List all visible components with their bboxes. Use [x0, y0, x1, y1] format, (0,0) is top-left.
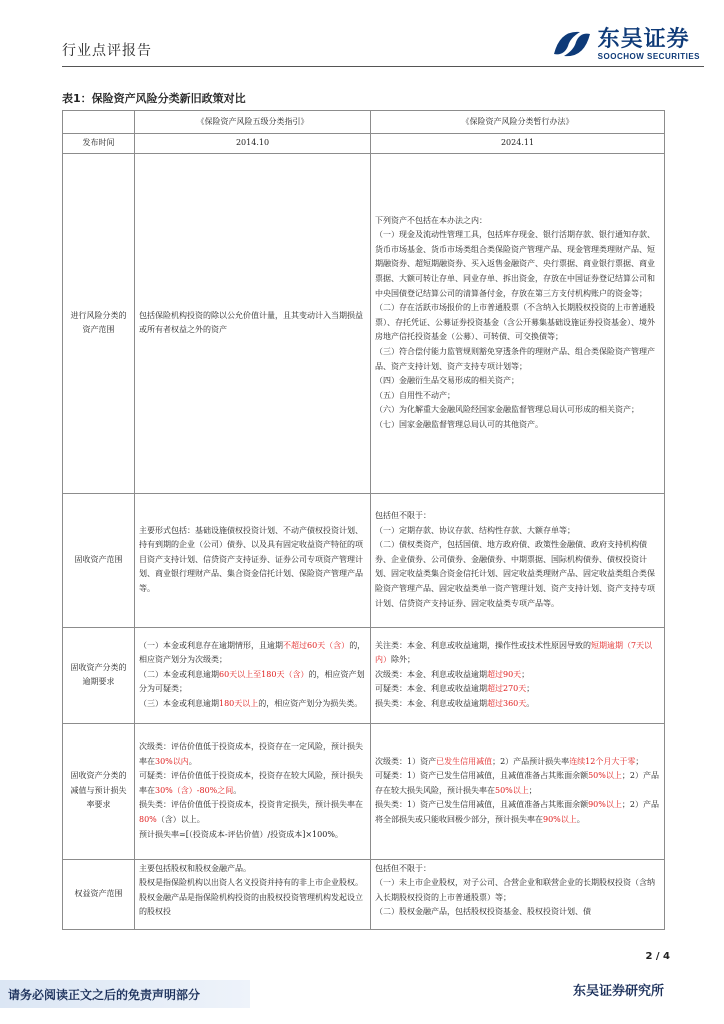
new-overdue-intro: 关注类：本金、利息或收益逾期，操作性或技术性原因导致的短期逾期（7天以内）除外； [375, 640, 653, 665]
table-row-scope [63, 153, 665, 493]
old-equity-line: 股权是指保险机构以出资人名义投资并持有的非上市企业股权。股权金融产品是指保险机构投资的由股权投资管理机构发起设立的股权投 [139, 878, 363, 917]
table-row-impairment [63, 723, 665, 859]
disclaimer-band [0, 980, 250, 1008]
brand-logo [550, 24, 700, 64]
new-scope-line: （三）符合偿付能力监管规则豁免穿透条件的理财产品、组合类保险资产管理产品、资产支持计划、资产支持专项计划等； [375, 346, 655, 371]
disclaimer-text: 请务必阅读正文之后的免责声明部分 [8, 988, 201, 1002]
header-old-policy: 《保险资产风险五级分类指引》 [135, 111, 371, 134]
new-scope-line: 下列资产不包括在本办法之内： [375, 215, 487, 225]
row-label-equity: 权益资产范围 [63, 859, 135, 929]
row-label-scope: 进行风险分类的资产范围 [63, 153, 135, 493]
table-header-row [63, 111, 665, 134]
new-fixed-line: （一）定期存款、协议存款、结构性存款、大额存单等； [375, 525, 575, 535]
header-divider [62, 66, 704, 67]
old-equity-line: 主要包括股权和股权金融产品。 [139, 863, 251, 873]
new-equity [371, 859, 665, 929]
old-overdue-line: （三）本金或利息逾期180天以上的，相应资产划分为损失类。 [139, 698, 363, 708]
table-row-fixed-scope [63, 493, 665, 627]
new-scope-line: （一）现金及流动性管理工具，包括库存现金、银行活期存款、银行通知存款、货币市场基金、货币市场类组合类保险资产管理产品、现金管理类理财产品、短期融资券、超短期融资券、买入返售金融资产、央行票据、商业银行票据、商业票据、大额可转让存单、同业存单、拆出资金，存放在中国证券登记结算公司和中央国债登记结算公司的清算备付金，存放在第三方支付机构账户的资金等； [375, 230, 655, 298]
new-impairment [371, 723, 665, 859]
old-impair-line: 可疑类：评估价值低于投资成本，投资存在较大风险，预计损失率在30%（含）-80%之间。 [139, 771, 363, 795]
new-scope-line: （七）国家金融监督管理总局认可的其他资产。 [375, 419, 543, 429]
new-fixed-line: （二）债权类资产，包括国债、地方政府债、政策性金融债、政府支持机构债券、企业债券、公司债券、金融债券、中期票据、国际机构债券、债权投资计划、固定收益类集合资金信托计划、固定收益类理财产品、固定收益类组合类保险资产管理产品、固定收益类单一资产管理计划、资产支持计划、资产支持专项计划、信贷资产支持证券、固定收益类专项产品等。 [375, 540, 655, 608]
new-impair-line: 可疑类：1）资产已发生信用减值，且减值准备占其账面余额50%以上；2）产品存在较大损失风险，预计损失率在50%以上； [375, 771, 659, 795]
brand-name-en: SOOCHOW SECURITIES [597, 51, 700, 61]
new-equity-line: （一）未上市企业股权，对子公司、合营企业和联营企业的长期股权投资（含纳入长期股权投资的上市普通股票）等； [375, 878, 655, 902]
new-scope-line: （五）自用性不动产； [375, 390, 455, 400]
new-overdue [371, 627, 665, 723]
old-overdue-line: （一）本金或利息存在逾期情形，且逾期不超过60天（含）的，相应资产划分为次级类； [139, 640, 366, 665]
new-overdue-line: 次级类：本金、利息或收益逾期超过90天； [375, 669, 530, 679]
new-overdue-line: 可疑类：本金、利息或收益逾期超过270天； [375, 684, 535, 694]
old-impairment [135, 723, 371, 859]
report-category: 行业点评报告 [62, 43, 152, 59]
new-impair-line: 次级类：1）资产已发生信用减值；2）产品预计损失率连续12个月大于零； [375, 756, 644, 766]
new-date: 2024.11 [371, 134, 665, 154]
header-new-policy: 《保险资产风险分类暂行办法》 [371, 111, 665, 134]
soochow-logo-icon [550, 24, 594, 64]
policy-comparison-table [62, 110, 665, 930]
old-impair-line: 损失类：评估价值低于投资成本，投资肯定损失，预计损失率在80%（含）以上。 [139, 800, 363, 824]
old-fixed-scope: 主要形式包括：基础设施债权投资计划、不动产债权投资计划、持有到期的企业（公司）债券、以及具有固定收益资产特征的项目资产支持计划、信贷资产支持证券、证券公司专项资产管理计划、商业银行理财产品、集合资金信托计划、保险资产管理产品等。 [135, 493, 371, 627]
header-empty [63, 111, 135, 134]
new-scope-line: （六）为化解重大金融风险经国家金融监督管理总局认可形成的相关资产； [375, 405, 639, 415]
new-impair-line: 损失类：1）资产已发生信用减值，且减值准备占其账面余额90%以上；2）产品将全部损失或只能收回极少部分，预计损失率在90%以上。 [375, 800, 659, 824]
new-scope-line: （二）存在活跃市场报价的上市普通股票（不含纳入长期股权投资的上市普通股票）、存托凭证、公募证券投资基金（含公开募集基础设施证券投资基金）、境外房地产信托投资基金（公募）、可转债、可交换债等； [375, 303, 655, 342]
new-equity-line: 包括但不限于： [375, 863, 431, 873]
table-row-date [63, 134, 665, 154]
old-impair-line: 次级类：评估价值低于投资成本，投资存在一定风险，预计损失率在30%以内。 [139, 742, 363, 766]
new-fixed-scope [371, 493, 665, 627]
new-equity-line: （二）股权金融产品，包括股权投资基金、股权投资计划、债 [375, 907, 591, 917]
old-date: 2014.10 [135, 134, 371, 154]
new-fixed-line: 包括但不限于： [375, 511, 431, 521]
table-row-equity [63, 859, 665, 929]
footer-org: 东吴证券研究所 [572, 984, 664, 999]
old-equity [135, 859, 371, 929]
old-overdue-line: （二）本金或利息逾期60天以上至180天（含）的，相应资产划分为可疑类； [139, 669, 365, 694]
old-scope: 包括保险机构投资的除以公允价值计量，且其变动计入当期损益或所有者权益之外的资产 [135, 153, 371, 493]
page-number: 2 / 4 [645, 951, 670, 962]
table-caption: 表1：保险资产风险分类新旧政策对比 [62, 92, 246, 105]
table-row-overdue [63, 627, 665, 723]
new-scope [371, 153, 665, 493]
brand-name-cn: 东吴证券 [597, 26, 690, 52]
row-label-overdue: 固收资产分类的逾期要求 [63, 627, 135, 723]
old-impair-formula: 预计损失率=[（投资成本-评估价值）/投资成本]×100%。 [139, 829, 343, 839]
row-label-impairment: 固收资产分类的减值与预计损失率要求 [63, 723, 135, 859]
new-overdue-line: 损失类：本金、利息或收益逾期超过360天。 [375, 698, 535, 708]
row-label-fixed-scope: 固收资产范围 [63, 493, 135, 627]
row-label-date: 发布时间 [63, 134, 135, 154]
new-scope-line: （四）金融衍生品交易形成的相关资产； [375, 376, 519, 386]
old-overdue [135, 627, 371, 723]
